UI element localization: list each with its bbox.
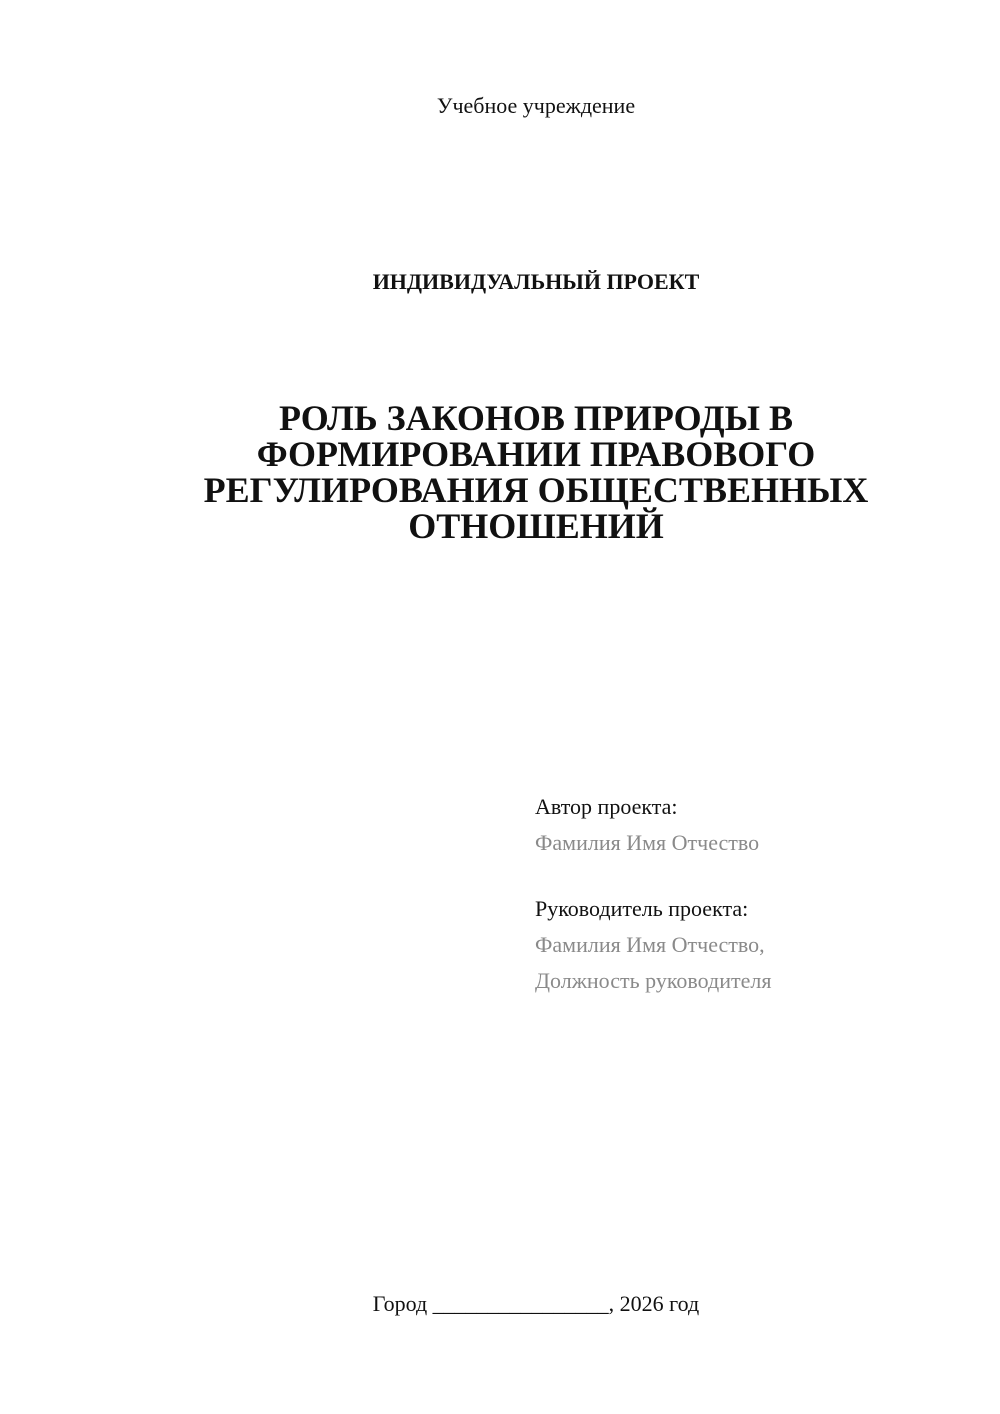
- project-title-line: ФОРМИРОВАНИИ ПРАВОВОГО: [256, 434, 816, 474]
- supervisor-position: Должность руководителя: [535, 968, 772, 993]
- project-title-line: ОТНОШЕНИЙ: [408, 506, 664, 546]
- author-name: Фамилия Имя Отчество: [535, 830, 760, 855]
- project-type-heading: ИНДИВИДУАЛЬНЫЙ ПРОЕКТ: [372, 269, 700, 294]
- institution-name: Учебное учреждение: [436, 93, 636, 118]
- project-title-line: РОЛЬ ЗАКОНОВ ПРИРОДЫ В: [279, 398, 793, 438]
- city-year-footer: Город ________________, 2026 год: [372, 1291, 700, 1316]
- author-label: Автор проекта:: [535, 794, 678, 819]
- project-title: [0, 400, 1000, 544]
- supervisor-name: Фамилия Имя Отчество,: [535, 932, 765, 957]
- authors-block: [535, 789, 955, 999]
- authors-spacer: [535, 861, 955, 891]
- project-title-line: РЕГУЛИРОВАНИЯ ОБЩЕСТВЕННЫХ: [203, 470, 869, 510]
- supervisor-label: Руководитель проекта:: [535, 896, 749, 921]
